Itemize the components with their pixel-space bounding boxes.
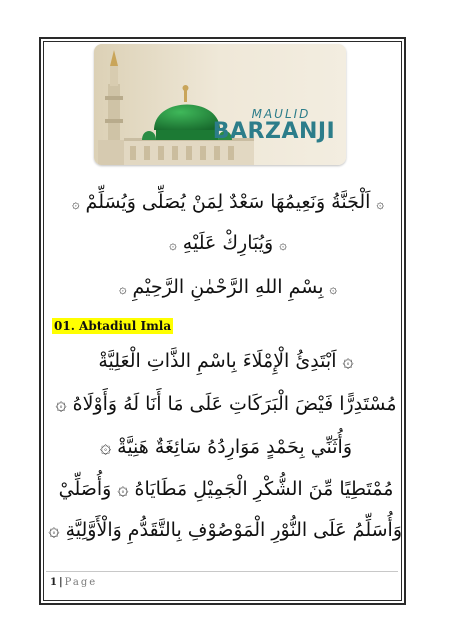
ornament-icon: ۞ — [329, 282, 338, 297]
ornament-icon: ۞ — [279, 238, 287, 253]
ornament-icon: ۞ — [169, 238, 177, 253]
footer-divider — [46, 571, 398, 572]
banner-title-text: BARZANJI — [212, 119, 336, 144]
banner-scene — [94, 44, 346, 165]
ornament-icon: ۞ — [118, 282, 127, 297]
page-footer — [50, 577, 97, 588]
footer-separator: | — [58, 577, 63, 588]
maulid-barzanji-banner — [94, 44, 346, 165]
page-label: Page — [64, 577, 98, 588]
verse-line-5: وَأُسَلِّمُ عَلَى النُّوْرِ الْمَوْصُوْفِ بِالتَّقَدُّمِ وَالْأَوَّلِيَّةِ ۞ — [48, 519, 402, 541]
ornament-icon: ۞ — [71, 197, 80, 212]
opening-line-1 — [50, 191, 406, 213]
page-number: 1 — [50, 577, 57, 588]
opening-line-2-text: وَيُبَارِكْ عَلَيْهِ — [182, 232, 274, 254]
verse-line-4: مُمْتَطِيًا مِّنَ الشُّكْرِ الْجَمِيْلِ مَطَايَاهُ ۞ وَأُصَلِّيْ — [58, 478, 394, 500]
muhammad-calligraphy-icon — [344, 94, 346, 136]
banner-maulid-text: MAULID — [251, 107, 311, 121]
verse-line-2: مُسْتَدِرًّا فَيْضَ الْبَرَكَاتِ عَلَى مَا أَنَا لَهُ وَأَوْلَاهُ ۞ — [55, 393, 397, 415]
ornament-icon: ۞ — [376, 197, 385, 212]
opening-line-1-text: اَلْجَنَّةُ وَنَعِيمُهَا سَعْدٌ لِمَنْ يُصَلِّى وَيُسَلِّمْ — [85, 191, 371, 213]
basmala-text: بِسْمِ اللهِ الرَّحْمٰنِ الرَّحِيْمِ — [132, 276, 324, 298]
opening-line-3 — [50, 276, 406, 298]
section-heading: 01. Abtadiul Imla — [54, 319, 172, 333]
verse-line-3: وَأُثَنِّي بِحَمْدٍ مَوَارِدُهُ سَائِغَةٌ هَنِيَّةْ ۞ — [99, 436, 353, 458]
opening-line-2 — [50, 232, 406, 254]
verse-line-1: ۞ اَبْتَدِئُ الْإِمْلَاءَ بِاسْمِ الذَّاتِ الْعَلِيَّةْ — [98, 350, 354, 372]
